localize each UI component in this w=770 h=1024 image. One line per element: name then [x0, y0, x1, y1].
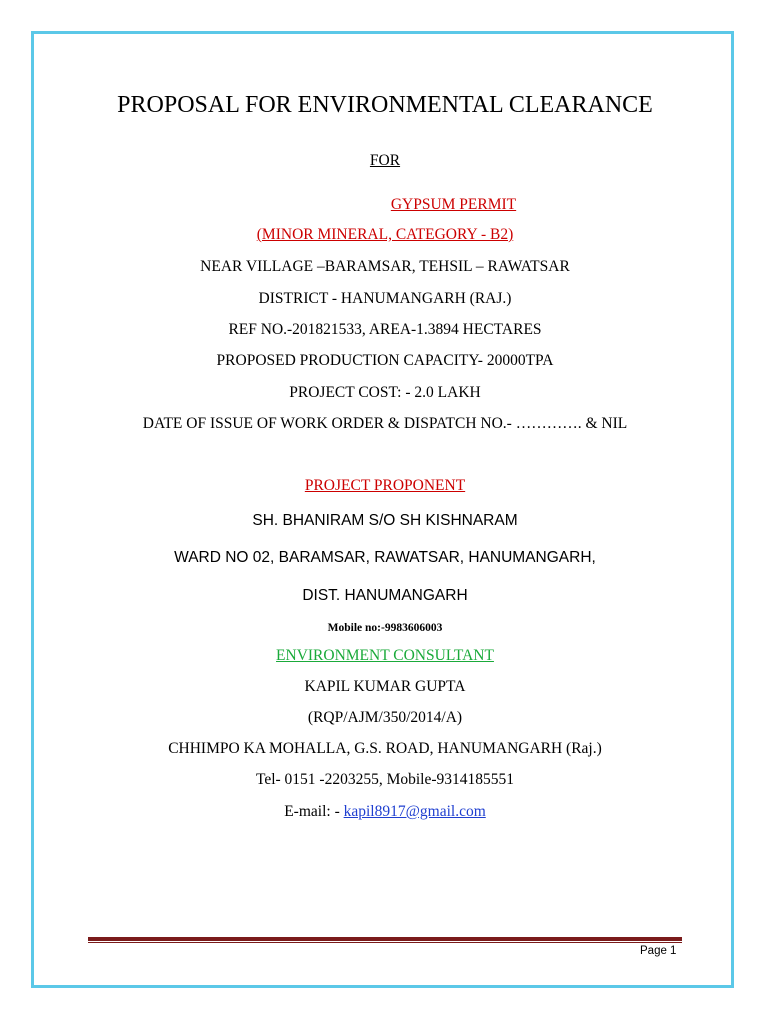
- district-line: DISTRICT - HANUMANGARH (RAJ.): [258, 290, 512, 307]
- cost-line: PROJECT COST: - 2.0 LAKH: [289, 384, 481, 401]
- consultant-email-line: [0, 803, 770, 821]
- consultant-contact: Tel- 0151 -2203255, Mobile-9314185551: [255, 771, 515, 788]
- consultant-registration: (RQP/AJM/350/2014/A): [307, 709, 463, 726]
- category-line: [0, 226, 770, 244]
- category-label: (MINOR MINERAL, CATEGORY - B2): [256, 226, 514, 243]
- permit-line: [0, 196, 770, 214]
- consultant-heading: ENVIRONMENT CONSULTANT: [276, 647, 494, 664]
- page-border: [31, 31, 734, 988]
- email-prefix: E-mail: -: [284, 803, 344, 820]
- for-label: FOR: [369, 152, 401, 169]
- proponent-address-line2: DIST. HANUMANGARH: [302, 587, 468, 604]
- date-line: DATE OF ISSUE OF WORK ORDER & DISPATCH NO.- …………. & NIL: [142, 415, 628, 432]
- footer-rule: [88, 937, 682, 941]
- document-title: PROPOSAL FOR ENVIRONMENTAL CLEARANCE: [117, 92, 653, 118]
- village-line: NEAR VILLAGE –BARAMSAR, TEHSIL – RAWATSAR: [200, 258, 570, 275]
- capacity-line: PROPOSED PRODUCTION CAPACITY- 20000TPA: [216, 352, 554, 369]
- permit-title: GYPSUM PERMIT: [390, 196, 517, 213]
- page-number: Page 1: [640, 945, 677, 957]
- consultant-address: CHHIMPO KA MOHALLA, G.S. ROAD, HANUMANGARH (Raj.): [168, 740, 602, 757]
- email-link[interactable]: kapil8917@gmail.com: [343, 803, 486, 820]
- proponent-address-line1: WARD NO 02, BARAMSAR, RAWATSAR, HANUMANGARH,: [174, 549, 596, 566]
- proponent-name: SH. BHANIRAM S/O SH KISHNARAM: [252, 512, 518, 529]
- consultant-name: KAPIL KUMAR GUPTA: [304, 678, 466, 695]
- proponent-mobile: Mobile no:-9983606003: [327, 622, 443, 634]
- proponent-heading-line: [0, 477, 770, 495]
- proponent-heading: PROJECT PROPONENT: [304, 477, 466, 494]
- footer-rule-thin: [88, 942, 682, 943]
- reference-line: REF NO.-201821533, AREA-1.3894 HECTARES: [228, 321, 542, 338]
